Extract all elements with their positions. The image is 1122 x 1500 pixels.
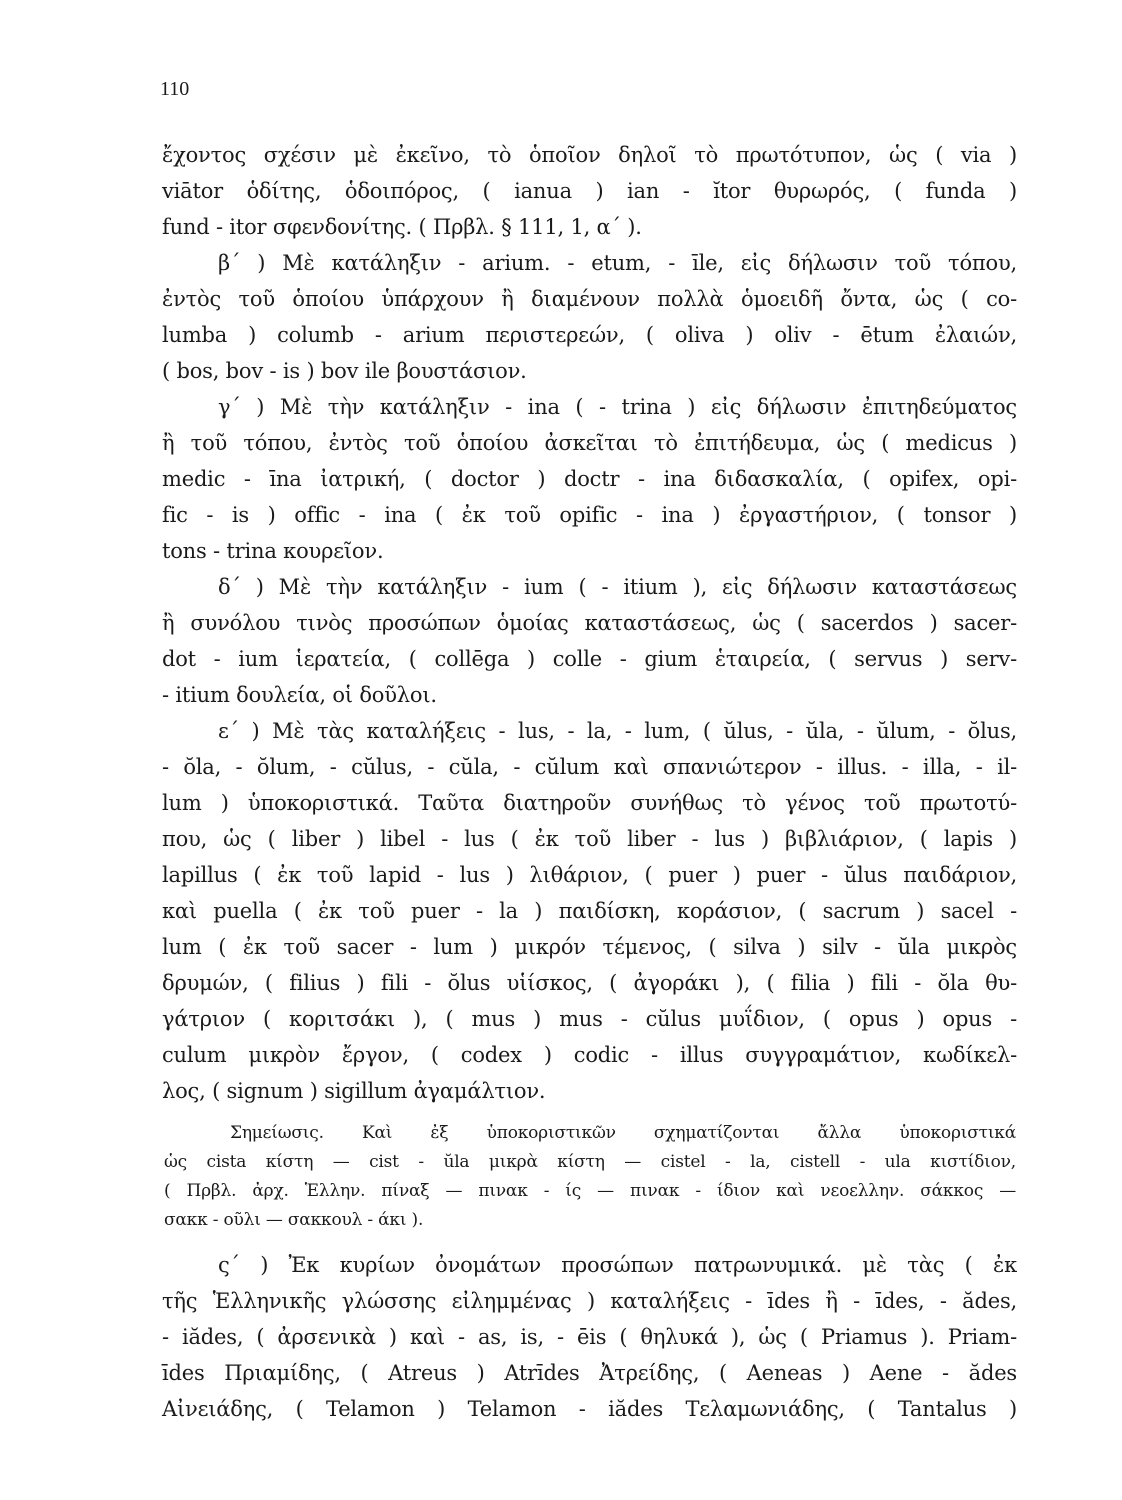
body-line: ἔχοντος σχέσιν μὲ ἐκεῖνο, τὸ ὁποῖον δηλοῖ τὸ πρωτότυπον, ὡς ( via ) <box>162 143 1017 167</box>
body-line: lum ) ὑποκοριστικά. Ταῦτα διατηροῦν συνήθως τὸ γένος τοῦ πρωτοτύ- <box>162 791 1017 815</box>
body-line: lumba ) columb - arium περιστερεών, ( oliva ) oliv - ētum ἐλαιών, <box>162 323 1017 347</box>
note-line: σακκ - οῦλι — σακκουλ - άκι ). <box>164 1210 424 1230</box>
body-line: δ΄ ) Μὲ τὴν κατάληξιν - ium ( - itium ), εἰς δήλωσιν καταστάσεως <box>218 575 1017 599</box>
body-line: ς΄ ) Ἐκ κυρίων ὀνομάτων προσώπων πατρωνυμικά. μὲ τὰς ( ἐκ <box>218 1253 1017 1277</box>
body-line: λος, ( signum ) sigillum ἀγαμάλτιον. <box>162 1079 546 1103</box>
body-line: β΄ ) Μὲ κατάληξιν - arium. - etum, - īle, εἰς δήλωσιν τοῦ τόπου, <box>218 251 1017 275</box>
body-line: lapillus ( ἐκ τοῦ lapid - lus ) λιθάριον, ( puer ) puer - ŭlus παιδάριον, <box>162 863 1017 887</box>
body-line: īdes Πριαμίδης, ( Atreus ) Atrīdes Ἀτρείδης, ( Aeneas ) Aene - ădes <box>162 1361 1017 1385</box>
body-line: - iădes, ( ἀρσενικὰ ) καὶ - as, is, - ēis ( θηλυκά ), ὡς ( Priamus ). Priam- <box>162 1325 1017 1349</box>
body-line: dot - ium ἱερατεία, ( collēga ) colle - gium ἑταιρεία, ( servus ) serv- <box>162 647 1017 671</box>
body-line: lum ( ἐκ τοῦ sacer - lum ) μικρόν τέμενος, ( silva ) silv - ŭla μικρὸς <box>162 935 1017 959</box>
page-number: 110 <box>160 78 190 100</box>
body-line: viātor ὁδίτης, ὁδοιπόρος, ( ianua ) ian - ĭtor θυρωρός, ( funda ) <box>162 179 1017 203</box>
note-line: Σημείωσις. Καὶ ἐξ ὑποκοριστικῶν σχηματίζονται ἄλλα ὑποκοριστικά <box>230 1123 1016 1143</box>
body-line: ε΄ ) Μὲ τὰς καταλήξεις - lus, - la, - lum, ( ŭlus, - ŭla, - ŭlum, - ŏlus, <box>218 719 1017 743</box>
body-line: medic - īna ἰατρική, ( doctor ) doctr - ina διδασκαλία, ( opifex, opi- <box>162 467 1017 491</box>
body-line: γ΄ ) Μὲ τὴν κατάληξιν - ina ( - trina ) εἰς δήλωσιν ἐπιτηδεύματος <box>218 395 1017 419</box>
body-line: καὶ puella ( ἐκ τοῦ puer - la ) παιδίσκη, κοράσιον, ( sacrum ) sacel - <box>162 899 1017 923</box>
body-line: fund - itor σφενδονίτης. ( Πρβλ. § 111, 1, α΄ ). <box>162 215 642 239</box>
body-line: - itium δουλεία, οἱ δοῦλοι. <box>162 683 437 707</box>
body-line: ἢ συνόλου τινὸς προσώπων ὁμοίας καταστάσεως, ὡς ( sacerdos ) sacer- <box>162 611 1017 635</box>
body-line: δρυμών, ( filius ) fili - ŏlus υἱίσκος, ( ἀγοράκι ), ( filia ) fili - ŏla θυ- <box>162 971 1017 995</box>
body-line: - ŏla, - ŏlum, - cŭlus, - cŭla, - cŭlum καὶ σπανιώτερον - illus. - illa, - il- <box>162 755 1017 779</box>
body-line: culum μικρὸν ἔργον, ( codex ) codic - illus συγγραμάτιον, κωδίκελ- <box>162 1043 1017 1067</box>
body-line: που, ὡς ( liber ) libel - lus ( ἐκ τοῦ liber - lus ) βιβλιάριον, ( lapis ) <box>162 827 1017 851</box>
body-line: γάτριον ( κοριτσάκι ), ( mus ) mus - cŭlus μυΐδιον, ( opus ) opus - <box>162 1007 1017 1031</box>
body-line: τῆς Ἑλληνικῆς γλώσσης εἰλημμένας ) καταλήξεις - īdes ἢ - īdes, - ădes, <box>162 1289 1017 1313</box>
body-line: Αἰνειάδης, ( Telamon ) Telamon - iădes Τελαμωνιάδης, ( Tantalus ) <box>162 1397 1017 1421</box>
body-line: ἐντὸς τοῦ ὁποίου ὑπάρχουν ἢ διαμένουν πολλὰ ὁμοειδῆ ὄντα, ὡς ( co- <box>162 287 1017 311</box>
body-line: tons - trina κουρεῖον. <box>162 539 384 563</box>
body-line: fic - is ) offic - ina ( ἐκ τοῦ opific - ina ) ἐργαστήριον, ( tonsor ) <box>162 503 1017 527</box>
note-line: ( Πρβλ. ἀρχ. Ἑλλην. πίναξ — πινακ - ίς — πινακ - ίδιον καὶ νεοελλην. σάκκος — <box>164 1181 1016 1201</box>
body-line: ἢ τοῦ τόπου, ἐντὸς τοῦ ὁποίου ἀσκεῖται τὸ ἐπιτήδευμα, ὡς ( medicus ) <box>162 431 1017 455</box>
note-line: ὡς cista κίστη — cist - ŭla μικρὰ κίστη — cistel - la, cistell - ula κιστίδιον, <box>164 1152 1016 1172</box>
body-line: ( bos, bov - is ) bov ile βουστάσιον. <box>162 359 527 383</box>
